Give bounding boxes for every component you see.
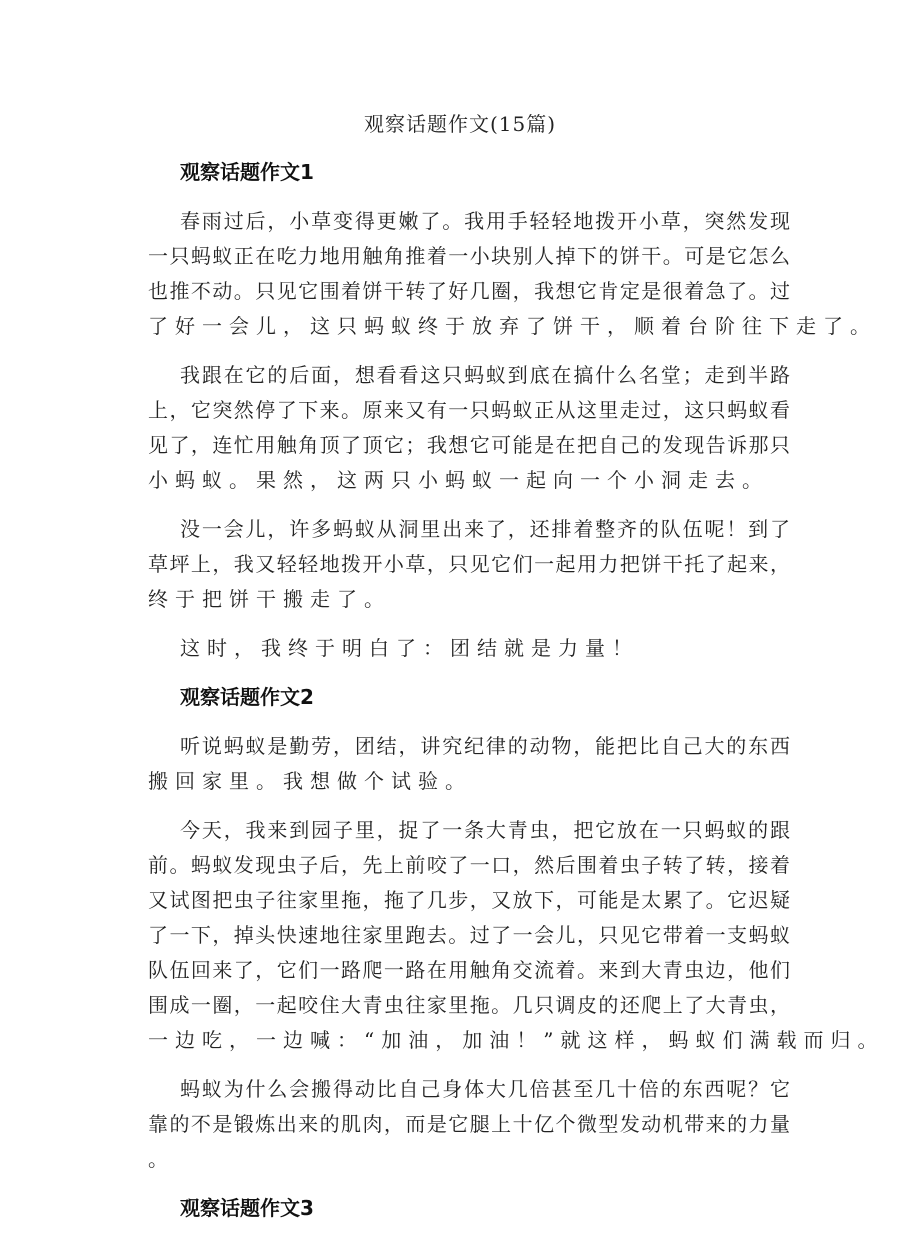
paragraph: [148, 512, 790, 617]
text-line: 上，它突然停了下来。原来又有一只蚂蚁正从这里走过，这只蚂蚁看: [148, 398, 790, 422]
text-line: 终于把饼干搬走了。: [148, 587, 391, 611]
text-line: 今天，我来到园子里，捉了一条大青虫，把它放在一只蚂蚁的跟: [180, 818, 790, 842]
text-line: 春雨过后，小草变得更嫩了。我用手轻轻地拨开小草，突然发现: [180, 209, 790, 233]
text-line: 也推不动。只见它围着饼干转了好几圈，我想它肯定是很着急了。过: [148, 279, 790, 303]
text-line: 了一下，掉头快速地往家里跑去。过了一会儿，只见它带着一支蚂蚁: [148, 923, 790, 947]
text-line: 搬回家里。我想做个试验。: [148, 769, 472, 793]
section-heading: 观察话题作文1: [180, 160, 314, 184]
text-line: 围成一圈，一起咬住大青虫往家里拖。几只调皮的还爬上了大青虫，: [148, 993, 790, 1017]
text-line: 这时，我终于明白了：团结就是力量！: [180, 636, 639, 660]
text-line: 又试图把虫子往家里拖，拖了几步，又放下，可能是太累了。它迟疑: [148, 888, 790, 912]
text-line: 一只蚂蚁正在吃力地用触角推着一小块别人掉下的饼干。可是它怎么: [148, 244, 790, 268]
paragraph: [148, 204, 877, 344]
text-line: 见了，连忙用触角顶了顶它；我想它可能是在把自己的发现告诉那只: [148, 433, 790, 457]
paragraph: [148, 813, 885, 1058]
text-line: 草坪上，我又轻轻地拨开小草，只见它们一起用力把饼干托了起来，: [148, 552, 790, 576]
text-line: 没一会儿，许多蚂蚁从洞里出来了，还排着整齐的队伍呢！到了: [180, 517, 790, 541]
text-line: 队伍回来了，它们一路爬一路在用触角交流着。来到大青虫边，他们: [148, 958, 790, 982]
text-line: 小蚂蚁。果然，这两只小蚂蚁一起向一个小洞走去。: [148, 468, 769, 492]
text-line: 一边吃，一边喊：“加油，加油！”就这样，蚂蚁们满载而归。: [148, 1028, 885, 1052]
paragraph: [148, 631, 790, 666]
text-line: 前。蚂蚁发现虫子后，先上前咬了一口，然后围着虫子转了转，接着: [148, 853, 790, 877]
text-line: 了好一会儿，这只蚂蚁终于放弃了饼干，顺着台阶往下走了。: [148, 314, 877, 338]
text-line: 我跟在它的后面，想看看这只蚂蚁到底在搞什么名堂；走到半路: [180, 363, 790, 387]
paragraph: [148, 358, 790, 498]
paragraph: [148, 1072, 790, 1177]
section-heading: 观察话题作文3: [180, 1196, 314, 1220]
text-line: 。: [148, 1147, 175, 1171]
text-line: 靠的不是锻炼出来的肌肉，而是它腿上十亿个微型发动机带来的力量: [148, 1112, 790, 1136]
document-title: 观察话题作文(15篇): [363, 112, 557, 136]
text-line: 蚂蚁为什么会搬得动比自己身体大几倍甚至几十倍的东西呢？它: [180, 1077, 790, 1101]
text-line: 听说蚂蚁是勤劳，团结，讲究纪律的动物，能把比自己大的东西: [180, 734, 790, 758]
paragraph: [148, 729, 790, 799]
document-body: [148, 155, 885, 1240]
section-heading: 观察话题作文2: [180, 685, 314, 709]
